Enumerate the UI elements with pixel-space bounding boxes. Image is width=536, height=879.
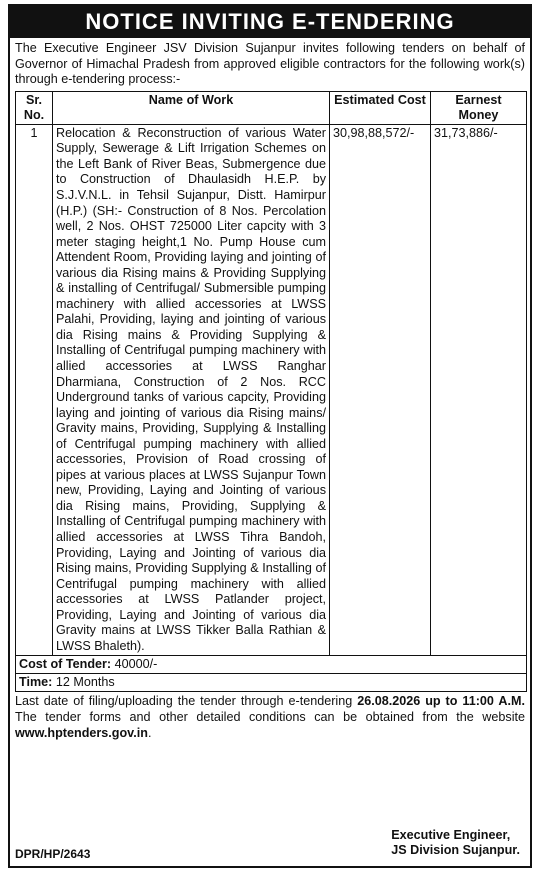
signature-block [391,828,520,859]
cost-of-tender-cell [16,656,527,674]
intro-paragraph: The Executive Engineer JSV Division Sujanpur invites following tenders on behalf of Governor of Himachal Pradesh from approved eligible contractors for the following work(s) through e-tendering process:- [15,41,525,87]
col-header-estimated-cost: Estimated Cost [330,91,431,124]
cell-name-of-work: Relocation & Reconstruction of various Water Supply, Sewerage & Lift Irrigation Schemes on the Left Bank of River Beas, Submergence due to Construction of Dhaulasidh H.E.P. by S.J.V.N.L. in Tehsil Sujanpur, Distt. Hamirpur (H.P.) (SH:- Construction of 8 Nos. Percolation well, 2 Nos. OHST 725000 Liter capcity with 3 meter staging height,1 No. Pump House cum Attendent Room, Providing laying and jointing of various dia Rising mains & Providing Supplying & installing of Centrifugal/ Submersible pumping machinery with allied accessories at LWSS Palahi, Providing, laying and jointing of various dia Rising mains & Providing Supplying & Installing of Centrifugal pumping machinery with allied accessories at LWSS Ranghar Dharmiana, Construction of 2 Nos. RCC Underground tanks of various capcity, Providing laying and jointing of various dia Rising mains/ Gravity mains, Providing, Supplying & Installing of Centrifugal pumping machinery with allied accessories, Provision of Road crossing of pipes at various places at LWSS Sujanpur Town new, Providing, Laying and Jointing of various dia Rising mains, Providing, Supplying & Installing of Centrifugal pumping machinery with allied accessories at LWSS Tihra Bandoh, Providing, Laying and Jointing of various dia Rising mains, Providing Supplying & Installing of Centrifugal pumping machinery with allied accessories at LWSS Patlander project, Providing, Laying and Jointing of various dia Gravity mains at LWSS Tikker Balla Rathian & LWSS Bhaleth). [53,124,330,656]
time-row [16,674,527,692]
tender-table [15,91,527,693]
cost-of-tender-label: Cost of Tender: [19,657,112,672]
deadline: 26.08.2026 up to 11:00 A.M. [357,694,525,709]
signature-line-2: JS Division Sujanpur. [391,843,520,858]
table-header-row [16,91,527,124]
col-header-name-of-work: Name of Work [53,91,330,124]
closing-text-1: Last date of filing/uploading the tender through e-tendering [15,694,358,709]
table-row [16,124,527,656]
cell-sr-no: 1 [16,124,53,656]
cost-of-tender-row [16,656,527,674]
website-link[interactable]: www.hptenders.gov.in [15,725,148,740]
tender-notice [8,4,532,868]
time-label: Time: [19,675,53,690]
closing-text-2: The tender forms and other detailed conditions can be obtained from the website [15,709,525,724]
notice-title: NOTICE INVITING E-TENDERING [10,6,530,38]
time-value: 12 Months [52,675,115,690]
cost-of-tender-value: 40000/- [111,657,158,672]
cell-earnest-money: 31,73,886/- [431,124,527,656]
cell-estimated-cost: 30,98,88,572/- [330,124,431,656]
time-cell [16,674,527,692]
closing-text-3: . [147,725,152,740]
reference-number: DPR/HP/2643 [15,847,91,861]
col-header-earnest-money: Earnest Money [431,91,527,124]
signature-line-1: Executive Engineer, [391,827,511,842]
col-header-sr-no: Sr. No. [16,91,53,124]
closing-paragraph [10,692,530,741]
